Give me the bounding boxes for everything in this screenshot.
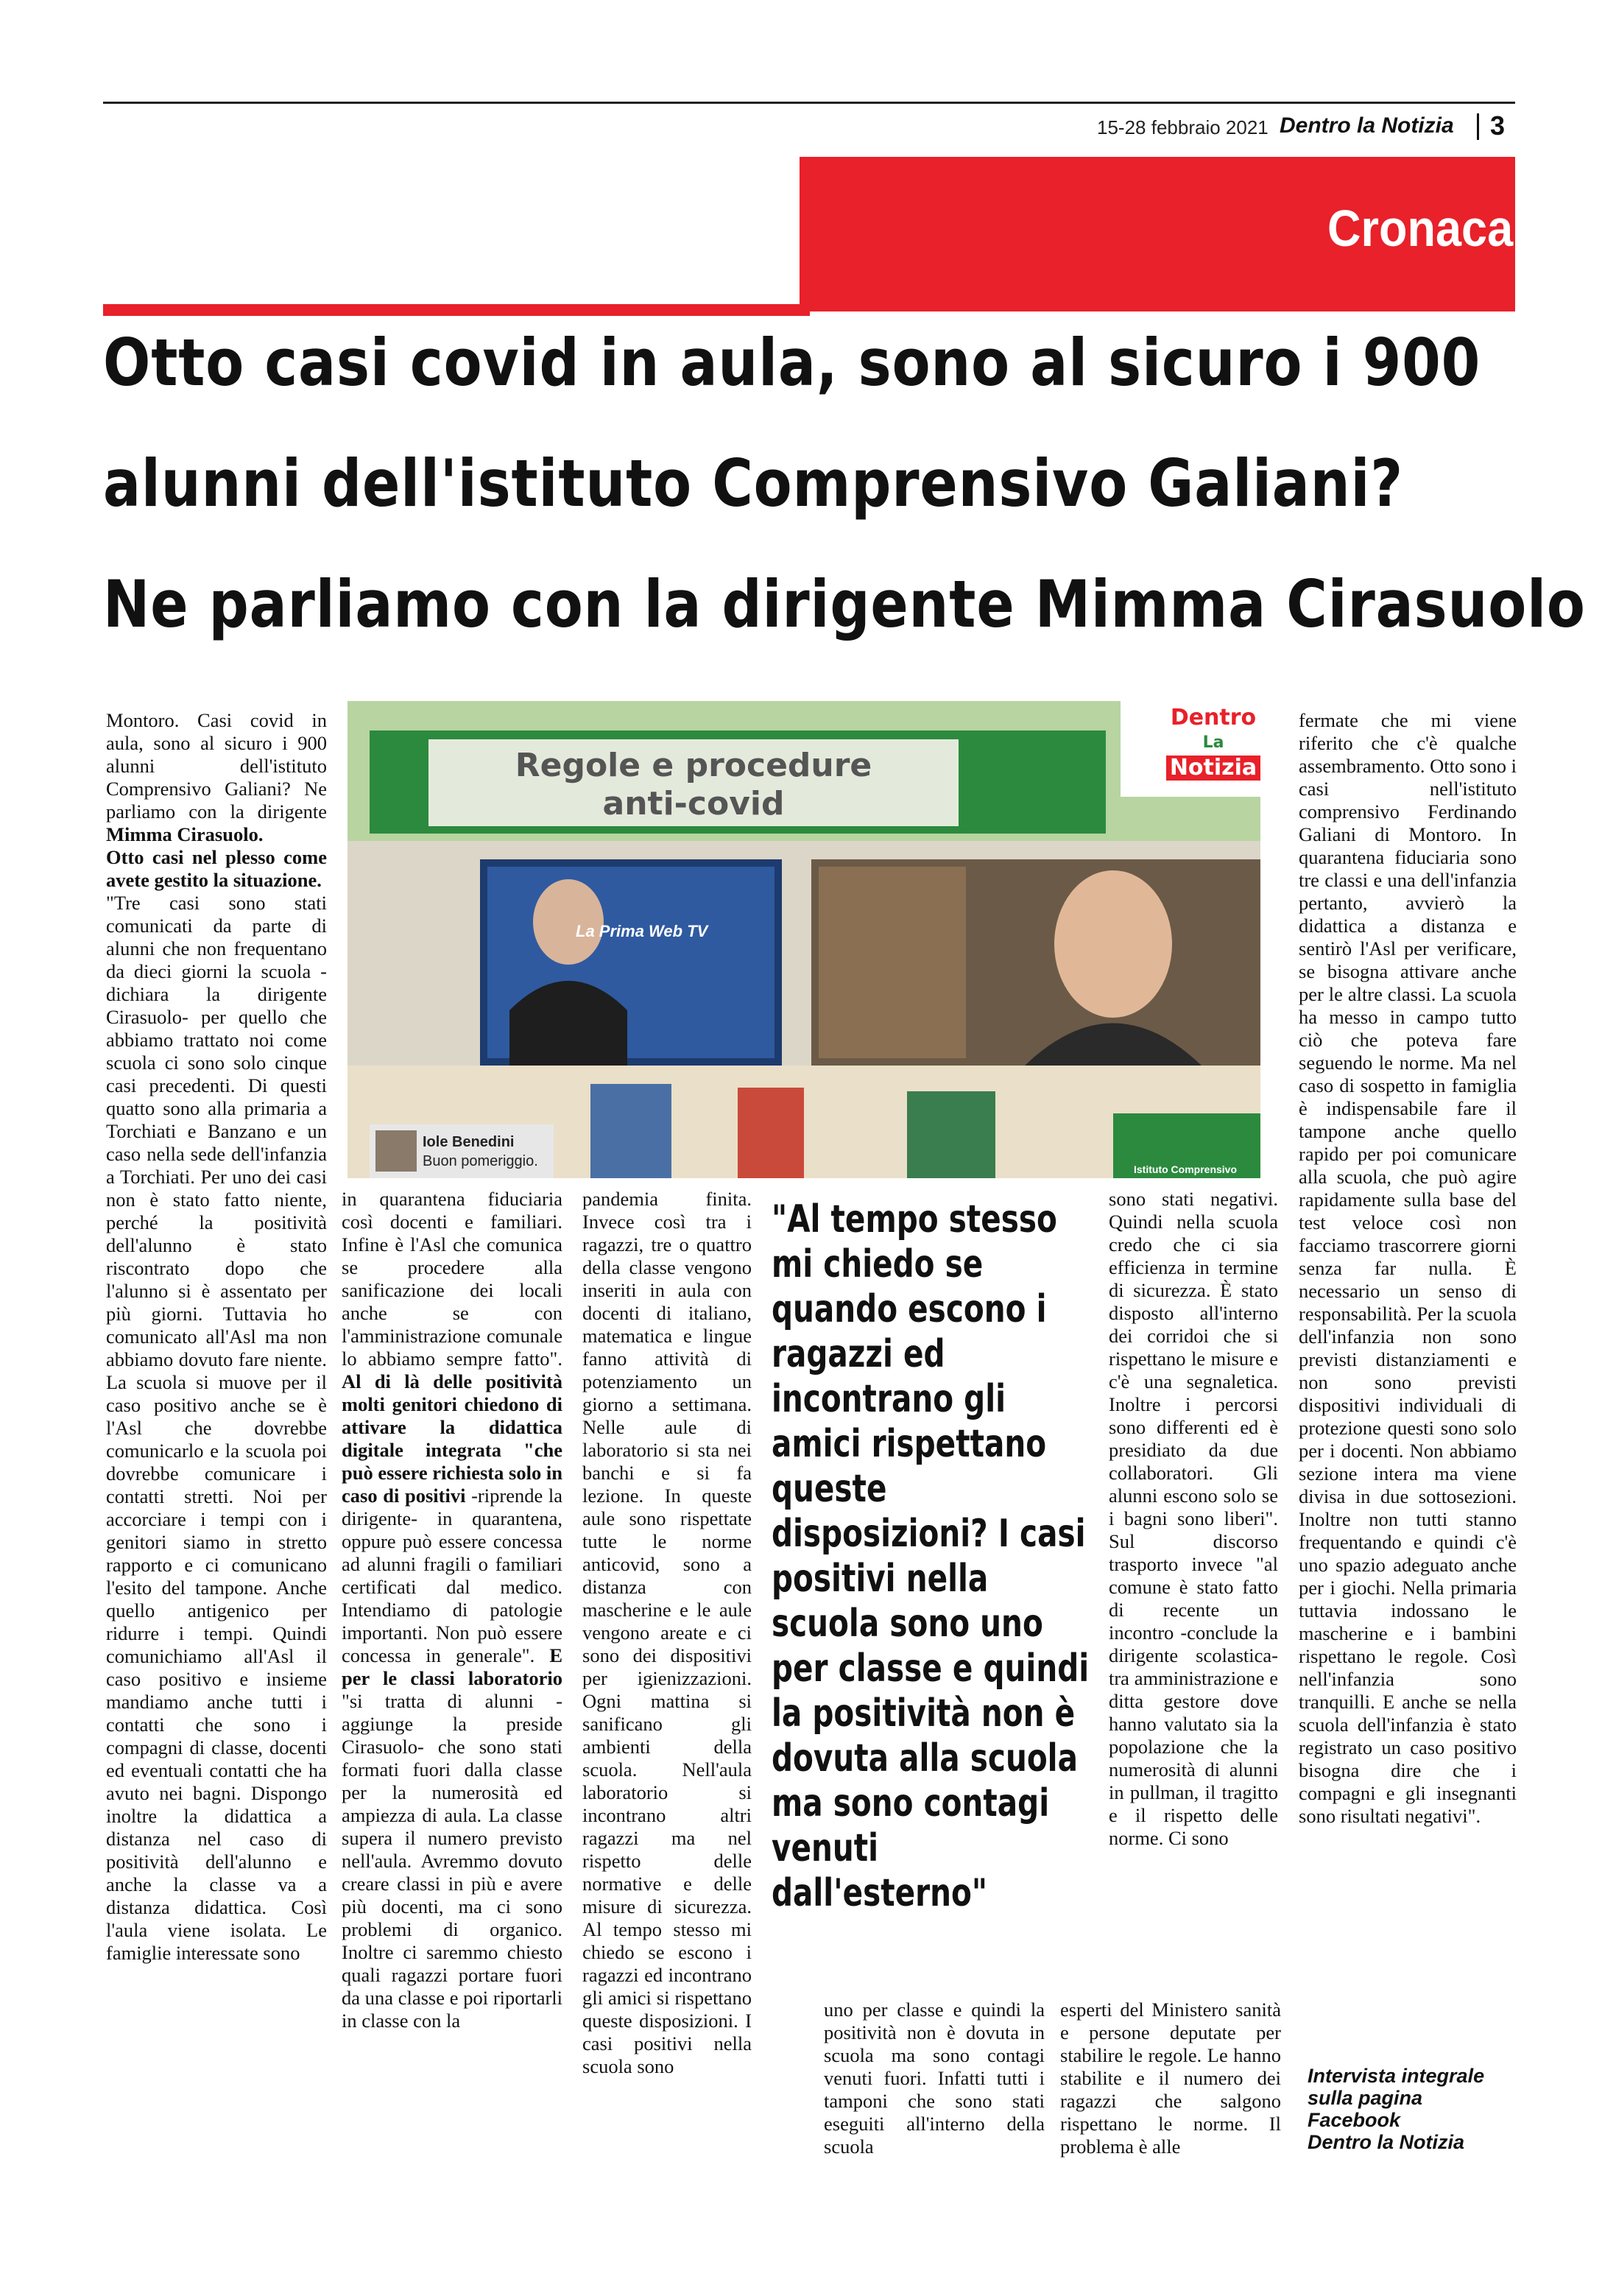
article-column-1 [106, 709, 327, 1965]
article-column-5-continued [1060, 1999, 1281, 2158]
footnote-line-2: sulla pagina [1308, 2087, 1423, 2109]
lead-text: Montoro. Casi covid in aula, sono al sicuro i 900 alunni dell'istituto Comprensivo Galiani? Ne parliamo con la dirigente [106, 709, 327, 823]
col5-tail-text: esperti del Ministero sanità e persone deputate per stabilire le regole. Le hanno stabilite e il numero dei ragazzi che salgono rispettano le norme. Il problema è alle [1060, 1999, 1281, 2158]
body-text: "Tre casi sono stati comunicati da parte di alunni che non frequentano da dieci giorni la scuola -dichiara la dirigente Cirasuolo- per quello che abbiamo trattato noi come scuola ci sono solo cinque casi precedenti. Di questi quatto sono alla primaria a Torchiati e Banzano e un caso nella sede dell'infanzia a Torchiati. Per uno dei casi non è stato fatto niente, perché la positività dell'alunno è stato riscontrato dopo che l'alunno si è assentato per più giorni. Tuttavia ho comunicato all'Asl ma non abbiamo dovuto fare niente. La scuola si muove per il caso positivo anche se è l'Asl che dovrebbe comunicarlo e la scuola poi dovrebbe comunicare i contatti stretti. Noi per accorciare i tempi con i genitori siamo in stretto rapporto e ci comunicano l'esito del tampone. Anche quello antigenico per ridurre i tempi. Quindi comunichiamo all'Asl il caso positivo e insieme mandiamo anche tutti i contatti che sono i compagni di classe, docenti ed eventuali contatti che ha avuto nei bagni. Dispongo inoltre la didattica a distanza nel caso di positività dell'alunno e anche la classe va a distanza didattica. Così l'aula viene isolata. Le famiglie interessate sono [106, 892, 327, 1964]
section-rule [103, 304, 810, 316]
article-column-4 [824, 1999, 1045, 2158]
logo-word-2: La [1202, 733, 1224, 752]
tv-label: La Prima Web TV [576, 922, 708, 940]
col2-paragraph-1: in quarantena fiduciaria così docenti e familiari. Infine è l'Asl che comunica se procedere alla sanificazione dei locali anche se con l'amministrazione comunale lo abbiamo sempre fatto". [342, 1188, 562, 1370]
headline-line-3: Ne parliamo con la dirigente Mimma Cirasuolo [103, 566, 1586, 642]
headline-line-1: Otto casi covid in aula, sono al sicuro i 900 [103, 325, 1481, 401]
col2-paragraph-2: -riprende la dirigente- in quarantena, oppure può essere concessa ad alunni fragili o familiari certificati dal medico. Intendiamo di patologie importanti. Non può essere concessa in generale". [342, 1485, 562, 1666]
col2-paragraph-3: "si tratta di alunni -aggiunge la preside Cirasuolo- che sono stati formati fuori dalla classe per la numerosità ed ampiezza di aula. La classe supera il numero previsto nell'aula. Avremmo dovuto creare classi in più e avere più docenti, ma ci sono problemi di organico. Inoltre ci saremmo chiesto quali ragazzi portare fuori da una classe e poi riportarli in classe con la [342, 1690, 562, 2032]
question-1: Otto casi nel plesso come avete gestito la situazione. [106, 846, 327, 891]
col5-text: sono stati negativi. Quindi nella scuola credo che ci sia efficienza in termine di sicurezza. È stato disposto all'interno dei corridoi che si rispettano le misure e c'è una segnaletica. Inoltre i percorsi sono differenti ed è presidiato da due collaboratori. Gli alunni escono solo se i bagni sono liberi". Sul discorso trasporto invece "al comune è stato fatto di recente un incontro -conclude la dirigente scolastica- tra amministrazione e ditta gestore dove hanno valutato sia la popolazione che la numerosità di alunni in pullman, il tragitto e il rispetto delle norme. Ci sono [1109, 1188, 1278, 1849]
col3-text: pandemia finita. Invece così tra i ragazzi, tre o quattro della classe vengono inseriti in aula con docenti di italiano, matematica e lingue fanno attività di potenziamento un giorno a settimana. Nelle aule di laboratorio si sta nei banchi e si fa lezione. In queste aule sono rispettate tutte le norme anticovid, sono a distanza con mascherine e le aule vengono areate e ci sono dei dispositivi per igienizzazioni. Ogni mattina si sanificano gli ambienti della scuola. Nell'aula laboratorio si incontrano altri ragazzi ma nel rispetto delle normative e delle misure di sicurezza. Al tempo stesso mi chiedo se escono i ragazzi ed incontrano gli amici si rispettano queste disposizioni. I casi positivi nella scuola sono [582, 1188, 752, 2077]
interview-photo [347, 701, 1260, 1178]
footnote [1308, 2065, 1528, 2153]
logo-word-3: Notizia [1166, 756, 1260, 781]
caller-name: Iole Benedini [423, 1134, 515, 1150]
col4-text: uno per classe e quindi la positività non è dovuta in scuola ma sono contagi venuti fuori. Infatti tutti i tamponi che sono stati eseguiti all'interno della scuola [824, 1999, 1045, 2158]
article-column-6 [1299, 709, 1517, 1828]
footnote-line-4: Dentro la Notizia [1308, 2131, 1465, 2153]
section-title: Cronaca [1327, 200, 1513, 257]
interviewee-name: Mimma Cirasuolo [106, 823, 258, 845]
logo-word-1: Dentro [1170, 705, 1257, 730]
top-rule [103, 102, 1515, 104]
corner-caption: Istituto Comprensivo [1134, 1163, 1238, 1175]
article-column-3 [582, 1188, 752, 2078]
pull-quote: "Al tempo stesso mi chiedo se quando escono i ragazzi ed incontrano gli amici rispettano queste disposizioni? I casi positivi nella scuola sono uno per classe e quindi la positività non è dovuta alla scuola ma sono contagi venuti dall'esterno" [772, 1197, 1090, 1915]
publication-name: Dentro la Notizia [1280, 113, 1454, 138]
banner-title-line-1: Regole e procedure [515, 747, 872, 784]
headline-line-2: alunni dell'istituto Comprensivo Galiani? [103, 446, 1404, 521]
lead-period: . [258, 823, 264, 845]
header-divider [1477, 113, 1479, 140]
dentro-la-notizia-logo [1166, 705, 1260, 781]
footnote-line-1: Intervista integrale [1308, 2065, 1485, 2087]
question-3: E per le classi laboratorio [342, 1644, 563, 1689]
page-number: 3 [1490, 110, 1506, 141]
article-column-5 [1109, 1188, 1278, 1850]
article-column-2 [342, 1188, 562, 2032]
footnote-line-3: Facebook [1308, 2109, 1401, 2131]
col6-text: fermate che mi viene riferito che c'è qualche assembramento. Otto sono i casi nell'istituto comprensivo Ferdinando Galiani di Montoro. In quarantena fiduciaria sono tre classi e una dell'infanzia pertanto, avvierò la didattica a distanza e sentirò l'Asl per verificare, se bisogna attivare anche per le altre classi. La scuola ha messo in campo tutto ciò che poteva fare seguendo le norme. Ma nel caso di sospetto in famiglia è indispensabile fare il tampone anche quello rapido per poi comunicare alla scuola, che può agire rapidamente sulla base del test veloce così non facciamo trascorrere giorni senza far nulla. È necessario un senso di responsabilità. Per la scuola dell'infanzia non sono previsti distanziamenti e non sono previsti dispositivi individuali di protezione questi sono solo per i docenti. Non abbiamo sezione intera ma viene divisa in due sottosezioni. Inoltre non tutti stanno frequentando e quindi c'è uno spazio adeguato anche per i giochi. Nella primaria tuttavia indossano le mascherine e i bambini rispettano le regole. Così nell'infanzia sono tranquilli. E anche se nella scuola dell'infanzia è stato registrato un caso positivo bisogna dire che i compagni e gli insegnanti sono risultati negativi". [1299, 709, 1517, 1827]
banner-title-line-2: anti-covid [602, 785, 785, 823]
issue-date: 15-28 febbraio 2021 [1097, 116, 1269, 138]
caller-message: Buon pomeriggio. [423, 1153, 538, 1169]
question-2: Al di là delle positività molti genitori chiedono di attivare la didattica digitale integrata "che può essere richiesta solo in caso di positivi [342, 1370, 562, 1507]
